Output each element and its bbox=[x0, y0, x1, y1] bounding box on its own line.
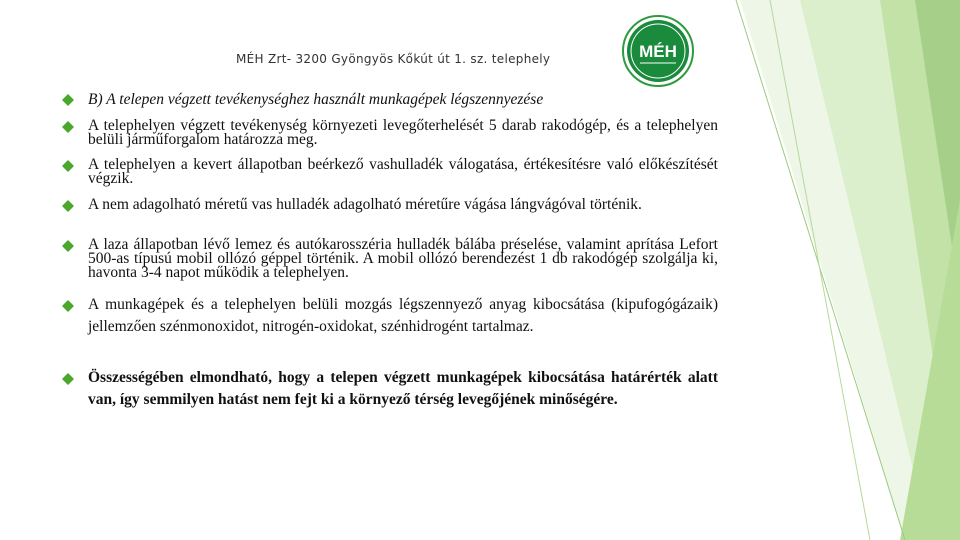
bullet-text: Összességében elmondható, hogy a telepen végzett munkagépek kibocsátása határérték alatt van, így semmilyen hatást nem fejt ki a környező térség levegőjének minőségére. bbox=[88, 369, 718, 408]
diamond-bullet-icon bbox=[62, 200, 74, 212]
diamond-bullet-icon bbox=[62, 300, 74, 312]
bullet-text: B) A telepen végzett tevékenységhez használt munkagépek légszennyezése bbox=[88, 91, 544, 108]
diamond-bullet-icon bbox=[62, 160, 74, 172]
bullet-text: A nem adagolható méretű vas hulladék adagolható méretűre vágása lángvágóval történik. bbox=[88, 196, 642, 213]
diamond-bullet-icon bbox=[62, 240, 74, 252]
diamond-bullet-icon bbox=[62, 94, 74, 106]
diamond-bullet-icon bbox=[62, 121, 74, 133]
bullet-text: A munkagépek és a telephelyen belüli mozgás légszennyező anyag kibocsátása (kipufogógázaik) jellemzően szénmonoxidot, nitrogén-oxidokat, szénhidrogént tartalmaz. bbox=[88, 296, 718, 335]
logo-text: MÉH bbox=[639, 42, 677, 61]
bullet-text: A telephelyen a kevert állapotban beérkező vashulladék válogatása, értékesítésre való előkészítését végzik. bbox=[88, 156, 718, 187]
slide-header: MÉH Zrt- 3200 Gyöngyös Kőkút út 1. sz. telephely bbox=[236, 52, 551, 66]
diamond-bullet-icon bbox=[62, 373, 74, 385]
bullet-text: A telephelyen végzett tevékenység környezeti levegőterhelését 5 darab rakodógép, és a telephelyen belüli járműforgalom határozza meg. bbox=[88, 117, 718, 148]
bullet-text: A laza állapotban lévő lemez és autókarosszéria hulladék bálába préselése, valamint aprítása Lefort 500-as típusú mobil ollózó géppel történik. A mobil ollózó berendezést 1 db rakodógép szolgálja ki, havonta 3-4 napot működik a telephelyen. bbox=[88, 236, 718, 281]
meh-logo bbox=[622, 15, 694, 87]
